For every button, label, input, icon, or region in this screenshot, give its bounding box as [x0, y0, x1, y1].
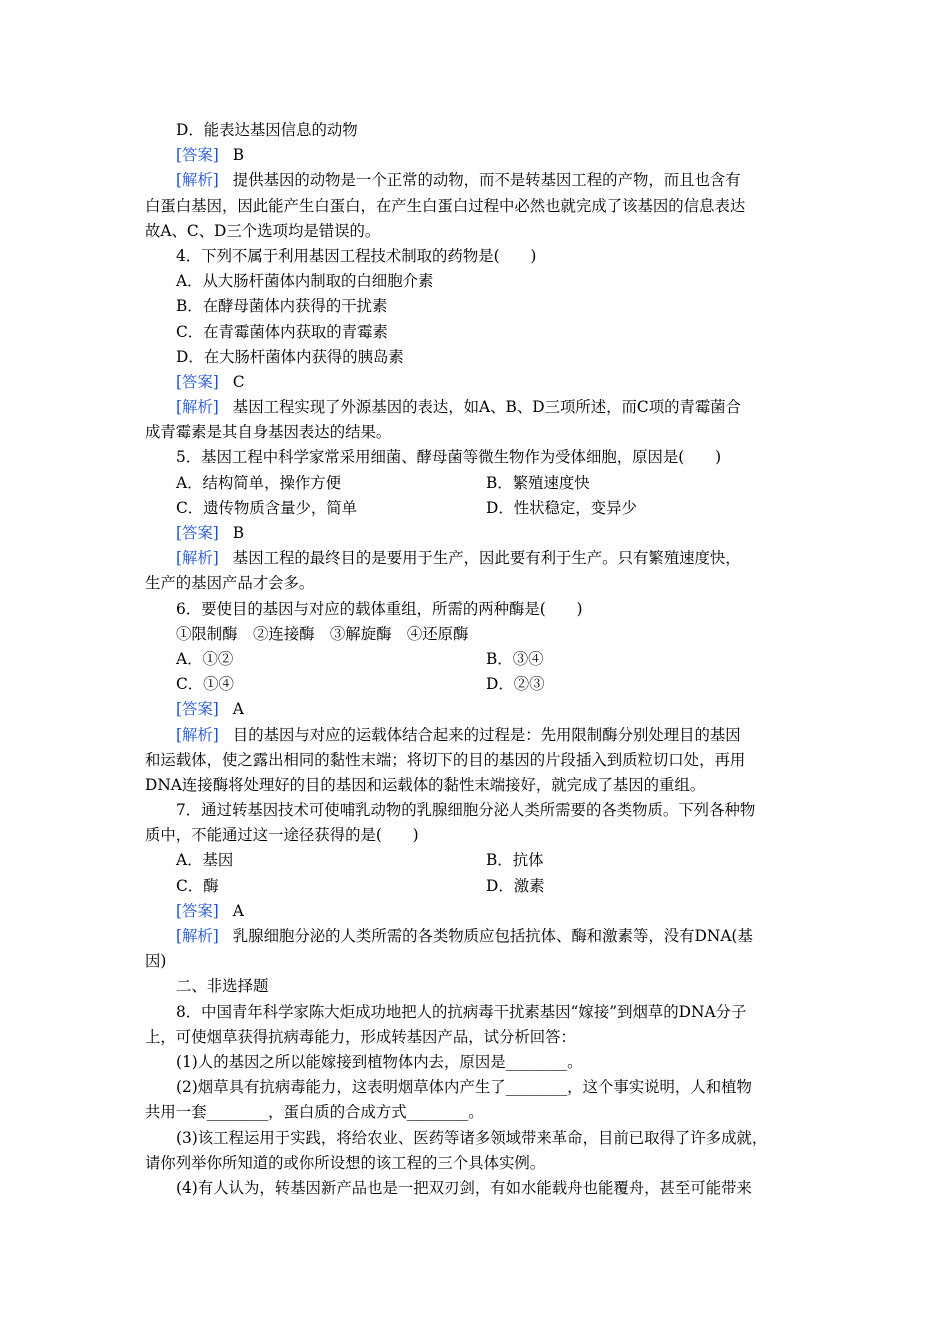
- sub-question: [145, 1126, 810, 1151]
- line-text: (1)人的基因之所以能嫁接到植物体内去，原因是________。: [176, 1052, 583, 1071]
- line-text: 共用一套________，蛋白质的合成方式________。: [145, 1103, 484, 1122]
- answer-value: A: [232, 700, 244, 719]
- text-line: [145, 1100, 810, 1125]
- answer-tag: [答案]: [176, 524, 219, 542]
- option-line: [145, 118, 810, 143]
- sub-question: [145, 1075, 810, 1100]
- text-line: [145, 420, 810, 445]
- line-text: 基因工程实现了外源基因的表达，如A、B、D三项所述，而C项的青霉菌合: [232, 398, 742, 417]
- option-row: [145, 471, 810, 496]
- section-heading: [145, 974, 810, 999]
- text-line: [145, 194, 810, 219]
- analysis-line: [145, 168, 810, 193]
- option-right: B．繁殖速度快: [486, 473, 590, 492]
- analysis-tag: [解析]: [176, 725, 219, 744]
- line-text: 因): [145, 952, 167, 971]
- line-text: 和运载体，使之露出相同的黏性末端；将切下的目的基因的片段插入到质粒切口处，再用: [145, 750, 746, 769]
- option-row: [145, 848, 810, 873]
- answer-value: A: [232, 901, 244, 920]
- line-text: 目的基因与对应的运载体结合起来的过程是：先用限制酶分别处理目的基因: [232, 725, 741, 744]
- line-text: 成青霉素是其自身基因表达的结果。: [145, 423, 392, 442]
- line-text: 7．通过转基因技术可使哺乳动物的乳腺细胞分泌人类所需要的各类物质。下列各种物: [176, 801, 756, 820]
- question-6: [145, 597, 810, 622]
- option-right: B．③④: [486, 649, 544, 668]
- line-text: 5．基因工程中科学家常采用细菌、酵母菌等微生物作为受体细胞，原因是( ): [176, 448, 722, 467]
- option-left: C．酶: [176, 876, 219, 895]
- line-text: 二、非选择题: [176, 977, 269, 996]
- answer-tag: [答案]: [176, 700, 219, 719]
- analysis-line: [145, 723, 810, 748]
- answer-value: C: [232, 372, 245, 391]
- answer-tag: [答案]: [176, 146, 219, 165]
- option-left: A．基因: [176, 851, 234, 870]
- sub-question: [145, 1050, 810, 1075]
- line-text: (4)有人认为，转基因新产品也是一把双刃剑，有如水能载舟也能覆舟，甚至可能带来: [176, 1178, 752, 1197]
- line-text: 提供基因的动物是一个正常的动物，而不是转基因工程的产物，而且也含有: [232, 171, 741, 190]
- question-4: [145, 244, 810, 269]
- option-line: [145, 294, 810, 319]
- text-line: [145, 571, 810, 596]
- option-line: [145, 320, 810, 345]
- option-line: [145, 269, 810, 294]
- option-left: C．①④: [176, 675, 234, 694]
- line-text: 质中，不能通过这一途径获得的是( ): [145, 826, 419, 845]
- option-right: B．抗体: [486, 851, 544, 870]
- text-line: [145, 1151, 810, 1176]
- option-right: D．激素: [486, 876, 545, 895]
- analysis-line: [145, 395, 810, 420]
- text-line: [145, 748, 810, 773]
- analysis-line: [145, 924, 810, 949]
- analysis-tag: [解析]: [176, 549, 219, 568]
- option-right: D．性状稳定，变异少: [486, 498, 637, 517]
- line-text: 故A、C、D三个选项均是错误的。: [145, 221, 381, 240]
- answer-value: B: [232, 524, 245, 542]
- line-text: (3)该工程运用于实践，将给农业、医药等诸多领域带来革命，目前已取得了许多成就，: [176, 1128, 768, 1147]
- text-line: [145, 949, 810, 974]
- question-5: [145, 445, 810, 470]
- line-text: B．在酵母菌体内获得的干扰素: [176, 297, 388, 316]
- answer-line: [145, 697, 810, 722]
- option-line: [145, 345, 810, 370]
- option-row: [145, 672, 810, 697]
- line-text: 4．下列不属于利用基因工程技术制取的药物是( ): [176, 246, 537, 265]
- text-line: [145, 1025, 810, 1050]
- text-line: [145, 219, 810, 244]
- option-left: A．①②: [176, 649, 234, 668]
- line-text: 请你列举你所知道的或你所设想的该工程的三个具体实例。: [145, 1153, 546, 1172]
- answer-line: [145, 143, 810, 168]
- option-left: A．结构简单，操作方便: [176, 473, 342, 492]
- option-row: [145, 647, 810, 672]
- line-text: D．在大肠杆菌体内获得的胰岛素: [176, 347, 404, 366]
- answer-tag: [答案]: [176, 901, 219, 920]
- option-right: D．②③: [486, 675, 545, 694]
- question-7: [145, 798, 810, 823]
- line-text: A．从大肠杆菌体内制取的白细胞介素: [176, 272, 434, 291]
- line-text: 白蛋白基因，因此能产生白蛋白，在产生白蛋白过程中必然也就完成了该基因的信息表达: [145, 196, 746, 215]
- option-row: [145, 874, 810, 899]
- answer-line: [145, 899, 810, 924]
- sub-question: [145, 1176, 810, 1201]
- analysis-line: [145, 546, 810, 571]
- line-text: 上，可使烟草获得抗病毒能力，形成转基因产品，试分析回答：: [145, 1027, 576, 1046]
- text-line: [145, 823, 810, 848]
- question-8: [145, 1000, 810, 1025]
- analysis-tag: [解析]: [176, 927, 219, 945]
- answer-value: B: [232, 146, 245, 165]
- line-text: 8．中国青年科学家陈大炬成功地把人的抗病毒干扰素基因“嫁接”到烟草的DNA分子: [176, 1002, 747, 1021]
- answer-tag: [答案]: [176, 372, 219, 391]
- enzyme-list: [145, 622, 810, 647]
- answer-line: [145, 521, 810, 546]
- option-row: [145, 496, 810, 521]
- line-text: DNA连接酶将处理好的目的基因和运载体的黏性末端接好，就完成了基因的重组。: [145, 775, 706, 794]
- answer-line: [145, 370, 810, 395]
- line-text: ①限制酶 ②连接酶 ③解旋酶 ④还原酶: [176, 624, 469, 643]
- line-text: 基因工程的最终目的是要用于生产，因此要有利于生产。只有繁殖速度快，: [232, 549, 741, 568]
- analysis-tag: [解析]: [176, 398, 219, 417]
- analysis-tag: [解析]: [176, 171, 219, 190]
- line-text: 6．要使目的基因与对应的载体重组，所需的两种酶是( ): [176, 599, 583, 618]
- line-text: 乳腺细胞分泌的人类所需的各类物质应包括抗体、酶和激素等，没有DNA(基: [232, 927, 753, 945]
- line-text: C．在青霉菌体内获取的青霉素: [176, 322, 388, 341]
- line-text: D．能表达基因信息的动物: [176, 121, 358, 139]
- document-page: [145, 118, 810, 1201]
- line-text: 生产的基因产品才会多。: [145, 574, 315, 593]
- option-left: C．遗传物质含量少，简单: [176, 498, 358, 517]
- text-line: [145, 773, 810, 798]
- line-text: (2)烟草具有抗病毒能力，这表明烟草体内产生了________，这个事实说明，人和植物: [176, 1078, 752, 1097]
